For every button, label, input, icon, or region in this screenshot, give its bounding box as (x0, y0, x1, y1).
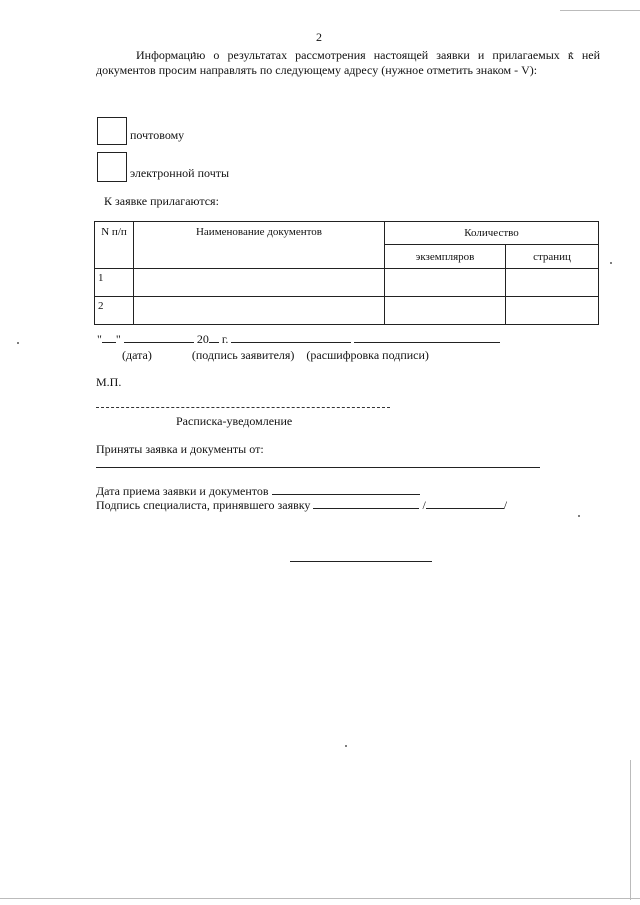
postal-option-label: почтовому (130, 128, 185, 142)
specialist-name-field[interactable] (426, 497, 504, 509)
scan-edge-bottom (0, 898, 640, 899)
quote-open: " (97, 332, 102, 346)
email-checkbox[interactable] (97, 152, 127, 182)
scan-edge-top (560, 10, 640, 11)
col-header-name: Наименование документов (134, 222, 385, 269)
intro-paragraph (96, 48, 600, 78)
applicant-signature-field[interactable] (231, 331, 351, 343)
doc-name-cell[interactable] (134, 269, 385, 297)
copies-cell[interactable] (385, 269, 506, 297)
page-number: 2 (316, 30, 322, 44)
scan-speck (345, 745, 347, 747)
row-number: 1 (95, 269, 134, 297)
table-row (95, 269, 599, 297)
specialist-sign-label: Подпись специалиста, принявшего заявку (96, 498, 311, 512)
specialist-sign-row (96, 497, 507, 513)
table-row (95, 297, 599, 325)
col-header-copies: экземпляров (385, 245, 506, 269)
receipt-date-field[interactable] (272, 483, 420, 495)
date-signature-line (97, 331, 500, 347)
slash-2: / (503, 498, 508, 512)
receipt-date-label: Дата приема заявки и документов (96, 484, 269, 498)
seal-placeholder: М.П. (96, 375, 122, 389)
scan-speck (578, 515, 580, 517)
col-header-number: N п/п (95, 222, 134, 269)
month-field[interactable] (124, 331, 194, 343)
receipt-title: Расписка-уведомление (176, 414, 293, 428)
slash-1: / (422, 498, 426, 512)
year-prefix: 20 (196, 332, 209, 346)
col-header-quantity: Количество (385, 222, 599, 245)
day-field[interactable] (102, 331, 116, 343)
scan-speck (610, 262, 612, 264)
pages-cell[interactable] (506, 297, 599, 325)
email-option-label: электронной почты (130, 166, 230, 180)
scan-speck (17, 342, 19, 344)
copies-cell[interactable] (385, 297, 506, 325)
cut-line (96, 407, 390, 408)
caption-date: (дата) (122, 348, 152, 362)
end-line (290, 561, 432, 562)
quote-close: " (115, 332, 121, 346)
intro-line-2: документов просим направлять по следующему адресу (нужное отметить знаком - V): (96, 63, 538, 77)
caption-decode: (расшифровка подписи) (306, 348, 429, 362)
scan-edge-right (630, 760, 631, 900)
doc-name-cell[interactable] (134, 297, 385, 325)
year-suffix: г. (221, 332, 229, 346)
col-header-pages: страниц (506, 245, 599, 269)
row-number: 2 (95, 297, 134, 325)
accepted-from-field[interactable] (96, 467, 540, 468)
postal-checkbox[interactable] (97, 117, 127, 145)
signature-decode-field[interactable] (354, 331, 500, 343)
year-field[interactable] (209, 331, 219, 343)
caption-signature: (подпись заявителя) (191, 348, 295, 362)
documents-table (94, 221, 599, 325)
specialist-signature-field[interactable] (313, 497, 419, 509)
pages-cell[interactable] (506, 269, 599, 297)
attached-heading: К заявке прилагаются: (104, 194, 219, 208)
intro-line-1: Информацию о результатах рассмотрения настоящей заявки и прилагаемых к ней (136, 48, 600, 62)
date-captions (122, 348, 429, 363)
accepted-from-label: Приняты заявка и документы от: (96, 442, 264, 456)
